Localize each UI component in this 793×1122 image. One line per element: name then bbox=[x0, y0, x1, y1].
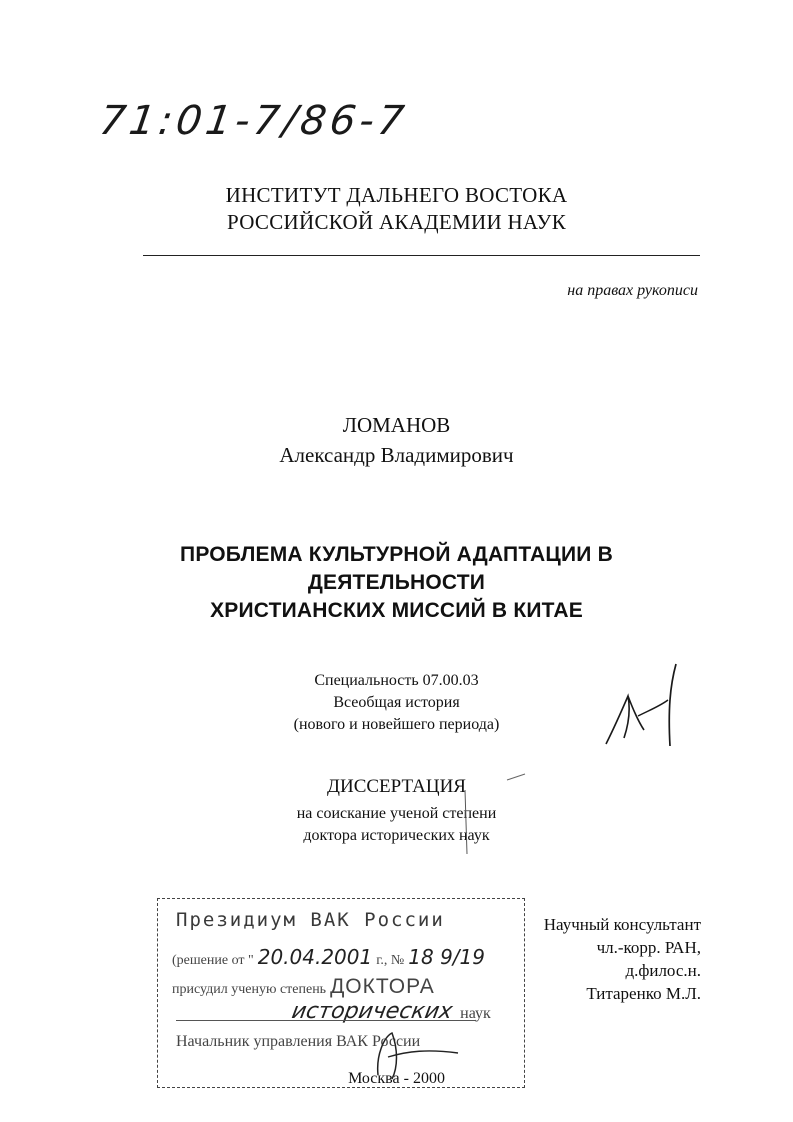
author-name: Александр Владимирович bbox=[279, 443, 514, 467]
stamp-decision-date: 20.04.2001 bbox=[257, 945, 373, 969]
stamp-decision-number: 18 9/19 bbox=[408, 945, 485, 969]
degree-name: доктора исторических наук bbox=[303, 827, 490, 844]
title-line-2: ДЕЯТЕЛЬНОСТИ bbox=[307, 571, 486, 594]
stamp-decision-prefix: (решение от " bbox=[172, 953, 254, 968]
stamp-decision-suffix: г., № bbox=[376, 953, 405, 968]
specialty-field: Всеобщая история bbox=[333, 694, 460, 711]
stamp-head-label: Начальник управления ВАК России bbox=[176, 1033, 421, 1050]
author-signature bbox=[598, 660, 688, 750]
institute-line-1: ИНСТИТУТ ДАЛЬНЕГО ВОСТОКА bbox=[225, 183, 568, 207]
archive-number: 71:01-7/86-7 bbox=[96, 98, 411, 144]
title-line-3: ХРИСТИАНСКИХ МИССИЙ В КИТАЕ bbox=[210, 599, 583, 622]
stamp-decision-line bbox=[172, 945, 485, 969]
manuscript-note: на правах рукописи bbox=[567, 282, 698, 299]
consultant-name: Титаренко М.Л. bbox=[586, 984, 701, 1003]
consultant-title: чл.-корр. РАН, д.филос.н. bbox=[596, 938, 701, 980]
stamp-science-suffix: наук bbox=[460, 1005, 491, 1022]
stamp-field-rule bbox=[176, 1020, 476, 1021]
dissertation-purpose bbox=[0, 803, 793, 847]
stamp-header: Президиум ВАК России bbox=[176, 909, 445, 931]
institute-name bbox=[0, 182, 793, 236]
stamp-awarded-prefix: присудил ученую степень bbox=[172, 982, 327, 997]
degree-purpose: на соискание ученой степени bbox=[296, 805, 497, 822]
specialty-code: Специальность 07.00.03 bbox=[314, 672, 479, 689]
specialty-period: (нового и новейшего периода) bbox=[293, 716, 500, 733]
title-line-1: ПРОБЛЕМА КУЛЬТУРНОЙ АДАПТАЦИИ В bbox=[180, 543, 613, 566]
header-divider bbox=[143, 255, 700, 256]
dissertation-heading: ДИССЕРТАЦИЯ bbox=[327, 776, 466, 797]
consultant-role: Научный консультант bbox=[543, 915, 701, 934]
vak-stamp bbox=[157, 898, 525, 1088]
consultant-block bbox=[520, 913, 701, 1005]
institute-line-2: РОССИЙСКОЙ АКАДЕМИИ НАУК bbox=[226, 210, 567, 234]
dissertation-title bbox=[0, 541, 793, 625]
author-surname: ЛОМАНОВ bbox=[342, 413, 451, 437]
stamp-awarded-degree: ДОКТОРА bbox=[330, 975, 435, 998]
stamp-science-handwritten: исторических bbox=[289, 999, 455, 1024]
pen-mark bbox=[455, 770, 535, 860]
stamp-awarded-line bbox=[172, 975, 435, 999]
city-year: Москва - 2000 bbox=[348, 1070, 445, 1087]
